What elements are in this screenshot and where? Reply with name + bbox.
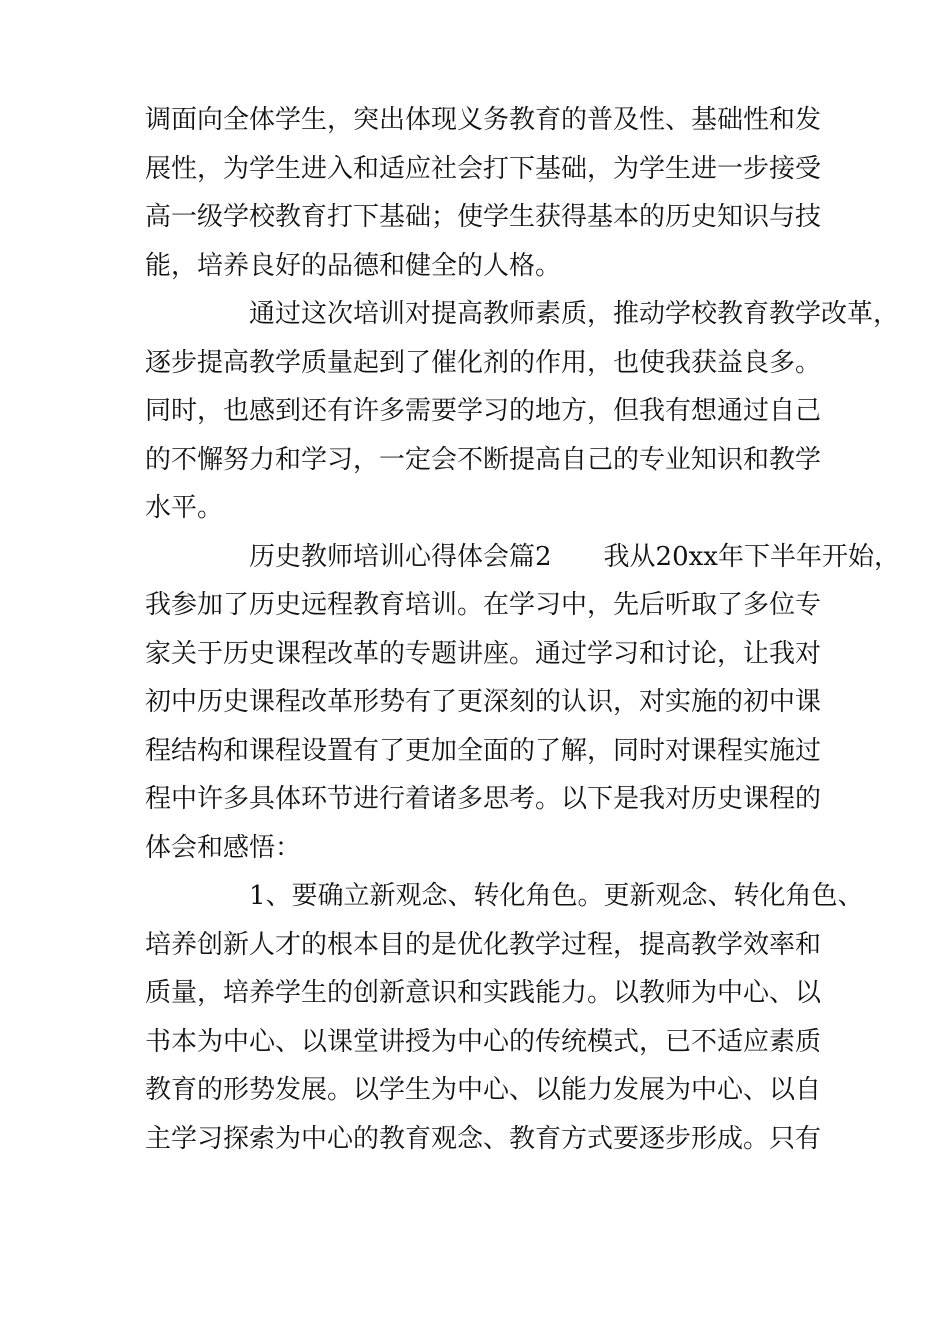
paragraph-3: [145, 533, 900, 873]
text-line: 初中历史课程改革形势有了更深刻的认识，对实施的初中课: [145, 687, 822, 717]
text-line: 的不懈努力和学习，一定会不断提高自己的专业知识和教学: [145, 444, 822, 475]
paragraph-1: [145, 96, 822, 290]
text-line: 调面向全体学生，突出体现义务教育的普及性、基础性和发: [145, 105, 822, 135]
text-line: 历史教师培训心得体会篇2 我从20xx年下半年开始，: [249, 541, 900, 572]
text-line: 教育的形势发展。以学生为中心、以能力发展为中心、以自: [145, 1075, 822, 1105]
text-line: 体会和感悟：: [145, 832, 302, 863]
text-line: 高一级学校教育打下基础；使学生获得基本的历史知识与技: [145, 202, 822, 232]
text-line: 通过这次培训对提高教师素质，推动学校教育教学改革，: [249, 299, 900, 329]
text-line: 培养创新人才的根本目的是优化教学过程，提高教学效率和: [145, 929, 822, 960]
text-line: 程中许多具体环节进行着诸多思考。以下是我对历史课程的: [145, 784, 822, 814]
text-line: 水平。: [145, 493, 224, 523]
text-line: 展性，为学生进入和适应社会打下基础，为学生进一步接受: [145, 153, 822, 184]
text-line: 我参加了历史远程教育培训。在学习中，先后听取了多位专: [145, 590, 822, 620]
text-line: 逐步提高教学质量起到了催化剂的作用，也使我获益良多。: [145, 347, 822, 378]
text-line: 能，培养良好的品德和健全的人格。: [145, 250, 562, 281]
text-line: 1、要确立新观念、转化角色。更新观念、转化角色、: [249, 881, 864, 911]
text-line: 同时，也感到还有许多需要学习的地方，但我有想通过自己: [145, 396, 822, 426]
paragraph-4: [145, 872, 864, 1163]
text-line: 主学习探索为中心的教育观念、教育方式要逐步形成。只有: [145, 1123, 822, 1154]
text-line: 书本为中心、以课堂讲授为中心的传统模式，已不适应素质: [145, 1026, 822, 1057]
text-line: 程结构和课程设置有了更加全面的了解，同时对课程实施过: [145, 735, 822, 766]
document-body: [145, 96, 900, 1163]
text-line: 家关于历史课程改革的专题讲座。通过学习和讨论，让我对: [145, 638, 822, 669]
paragraph-2: [145, 290, 900, 533]
text-line: 质量，培养学生的创新意识和实践能力。以教师为中心、以: [145, 978, 822, 1008]
